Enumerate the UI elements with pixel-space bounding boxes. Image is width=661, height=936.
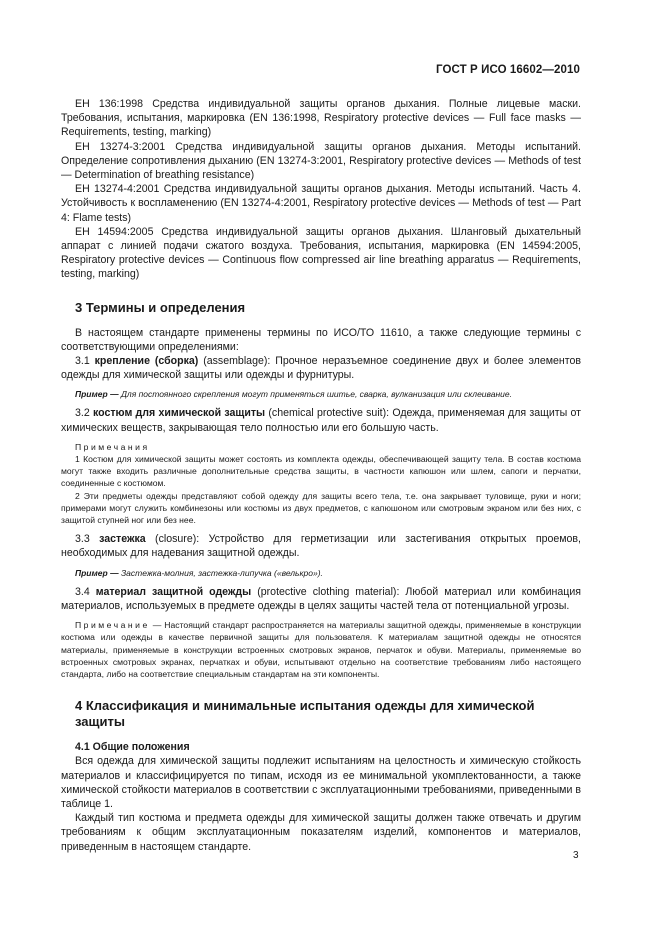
section-3-intro: В настоящем стандарте применены термины по ИСО/ТО 11610, а также следующие термины с соответствующими определениями:	[61, 326, 581, 353]
term-name: крепление (сборка)	[94, 355, 199, 368]
example-label: Пример —	[75, 389, 119, 400]
section-4-heading: 4 Классификация и минимальные испытания одежды для химической защиты	[75, 698, 535, 730]
reference-item: ЕН 13274-4:2001 Средства индивидуальной защиты органов дыхания. Методы испытаний. Часть 4. Устойчивость к воспламенению (EN 13274-4:2001, Respiratory protective devices — Methods of test — Part 4: Flame tests)	[61, 183, 581, 224]
term-name: материал защитной одежды	[95, 585, 252, 598]
term-number: 3.4	[75, 585, 96, 598]
term-3-1	[61, 354, 581, 382]
term-number: 3.2	[75, 407, 93, 420]
term-3-2	[61, 406, 581, 434]
section-4-paragraph: Каждый тип костюма и предмета одежды для химической защиты должен также отвечать и другим требованиям к общим эксплуатационным показателям изделий, компонентов и материалов, приведенным в настоящем стандарте.	[61, 812, 581, 853]
section-3-heading: 3 Термины и определения	[75, 299, 246, 315]
term-3-3	[61, 532, 581, 560]
term-name: застежка	[99, 533, 146, 546]
document-body	[61, 97, 581, 854]
notes-title: Примечания	[75, 441, 150, 452]
reference-item: ЕН 13274-3:2001 Средства индивидуальной защиты органов дыхания. Методы испытаний. Определение сопротивления дыханию (EN 13274-3:2001, Respiratory protective devices — Methods of test — Determination of breathing resistance)	[61, 140, 581, 182]
term-definition: (assemblage): Прочное неразъемное соединение двух и более элементов одежды для химической защиты или одежды и фурнитуры.	[61, 355, 582, 382]
example-text: Застежка-молния, застежка-липучка («велькро»).	[118, 567, 323, 578]
note-text: — Настоящий стандарт распространяется на материалы защитной одежды, применяемые в конструкции костюма или одежды в качестве первичной защиты для пользователя. К материалам защитной одежды не относятся материалы, применяемые в конструкции встроенных смотровых экранов, перчаток и обуви. Материалы, применяемые во встроенных смотровых экранах, перчатках и обуви, испытывают отдельно на соответствие требованиям либо настоящего стандарта, либо на соответствие специальным стандартам на эти компоненты.	[61, 620, 581, 679]
term-3-4	[61, 585, 581, 613]
term-definition: (protective clothing material): Любой материал или комбинация материалов, используемых в предмете одежды в целях защиты частей тела от потенциальной угрозы.	[61, 585, 581, 612]
example-label: Пример —	[75, 567, 119, 578]
reference-item: ЕН 136:1998 Средства индивидуальной защиты органов дыхания. Полные лицевые маски. Требования, испытания, маркировка (EN 136:1998, Respiratory protective devices — Full face masks — Requirements, testing, marking)	[61, 98, 581, 139]
term-definition: (closure): Устройство для герметизации или застегивания открытых проемов, необходимых для надевания защитной одежды.	[61, 533, 581, 560]
example-text: Для постоянного скрепления могут применяться шитье, сварка, вулканизация или склеивание.	[118, 389, 512, 400]
term-number: 3.3	[75, 533, 100, 546]
example-3-1	[61, 388, 581, 400]
subsection-4-1-heading: 4.1 Общие положения	[75, 741, 190, 754]
example-3-3	[61, 567, 581, 579]
page-number: 3	[573, 850, 579, 861]
section-4-paragraph: Вся одежда для химической защиты подлежит испытаниям на целостность и химическую стойкость материалов и классифицируется по типам, исходя из ее минимальной укомплектованности, а также химической стойкости материалов в соответствии с эксплуатационными требованиями, приведенными в таблице 1.	[61, 755, 581, 810]
term-number: 3.1	[75, 355, 95, 368]
reference-item: ЕН 14594:2005 Средства индивидуальной защиты органов дыхания. Шланговый дыхательный аппарат с линией подачи сжатого воздуха. Требования, испытания, маркировка (EN 14594:2005, Respiratory protective devices — Continuous flow compressed air line breathing apparatus — Requirements, testing, marking)	[61, 225, 581, 281]
note-1: 1 Костюм для химической защиты может состоять из комплекта одежды, обеспечивающей защиту тела. В состав костюма могут также входить различные дополнительные средства защиты, в частности капюшон или шлем, сапоги и перчатки, соединенные с костюмом.	[61, 454, 581, 489]
note-label: Примечание	[75, 620, 150, 631]
note-2: 2 Эти предметы одежды представляют собой одежду для защиты всего тела, т.е. она закрывает туловище, руки и ноги; примерами могут служить комбинезоны или костюмы из двух предметов, с капюшоном или смотровым экраном или без них, с защитой ступней ног или без нее.	[61, 490, 581, 526]
term-name: костюм для химической защиты	[92, 407, 266, 420]
term-definition: (chemical protective suit): Одежда, применяемая для защиты от химических веществ, закрывающая тело полностью или его большую часть.	[61, 407, 581, 434]
note-3-4	[61, 619, 581, 680]
document-header: ГОСТ Р ИСО 16602—2010	[435, 64, 580, 76]
